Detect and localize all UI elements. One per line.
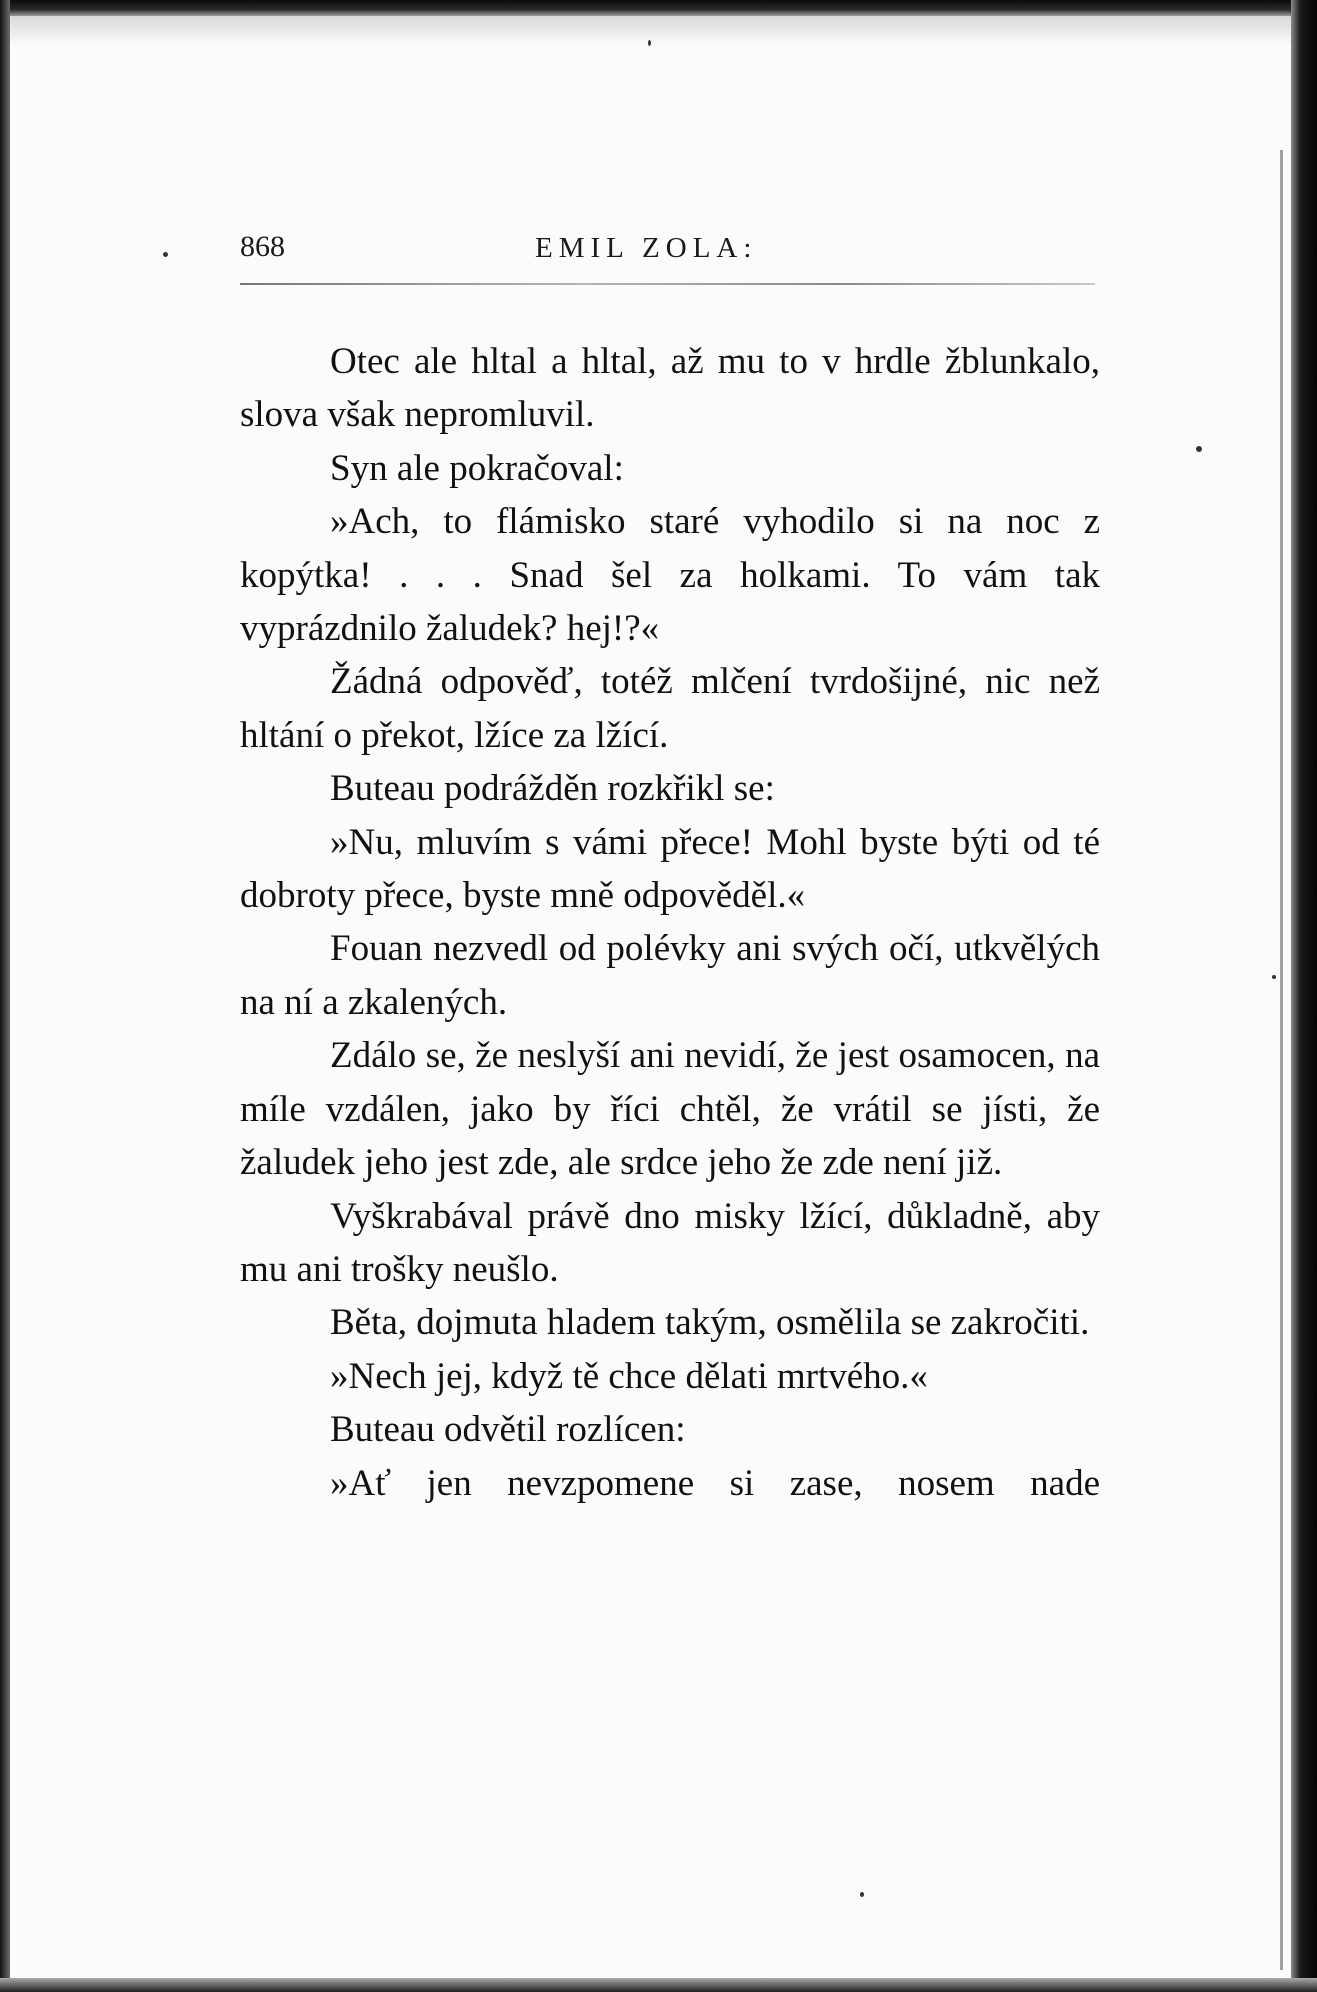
paragraph: Běta, dojmuta hladem takým, osmělila se zakročiti. xyxy=(330,1302,1090,1344)
paragraph: Vyškrabával právě dno misky lžící, důkladně, aby mu ani trošky neušlo. xyxy=(240,1195,1100,1290)
body-text xyxy=(240,335,1100,1510)
running-head xyxy=(240,230,1100,274)
page-number: 868 xyxy=(240,230,285,263)
paragraph: Fouan nezvedl od polévky ani svých očí, utkvělých na ní a zkalených. xyxy=(240,928,1100,1023)
scan-speck xyxy=(860,1892,864,1897)
scan-right-shadow-line xyxy=(1280,150,1283,1970)
paragraph: Žádná odpověď, totéž mlčení tvrdošijné, nic než hltání o překot, lžíce za lžící. xyxy=(240,661,1100,756)
scan-top-shadow xyxy=(0,16,1317,46)
scan-speck xyxy=(1196,446,1202,452)
scan-right-edge xyxy=(1291,0,1317,1992)
running-title: EMIL ZOLA: xyxy=(535,232,758,264)
scan-speck xyxy=(163,252,168,257)
paragraph: Otec ale hltal a hltal, až mu to v hrdle žblunkalo, slova však nepromluvil. xyxy=(240,341,1100,436)
paragraph: »Ach, to flámisko staré vyhodilo si na noc z kopýtka! . . . Snad šel za holkami. To vám tak vyprázdnilo žaludek? hej!?« xyxy=(240,501,1100,650)
paragraph: »Nech jej, když tě chce dělati mrtvého.« xyxy=(330,1355,928,1397)
scan-bottom-edge xyxy=(0,1978,1317,1992)
header-rule xyxy=(240,283,1095,285)
paragraph: Zdálo se, že neslyší ani nevidí, že jest osamocen, na míle vzdálen, jako by říci chtěl, že vrátil se jísti, že žaludek jeho jest zde, ale srdce jeho že zde není již. xyxy=(240,1035,1100,1184)
scan-speck xyxy=(648,40,651,46)
paragraph: Syn ale pokračoval: xyxy=(330,447,624,489)
scan-speck xyxy=(1272,975,1276,979)
paragraph: »Nu, mluvím s vámi přece! Mohl byste býti od té dobroty přece, byste mně odpověděl.« xyxy=(240,821,1100,917)
paragraph: Buteau podrážděn rozkřikl se: xyxy=(330,768,775,810)
paragraph: Buteau odvětil rozlícen: xyxy=(330,1409,686,1451)
paragraph: »Ať jen nevzpomene si zase, nosem nade xyxy=(330,1462,1100,1504)
scan-top-edge xyxy=(0,0,1317,16)
scan-left-edge xyxy=(0,0,10,1992)
